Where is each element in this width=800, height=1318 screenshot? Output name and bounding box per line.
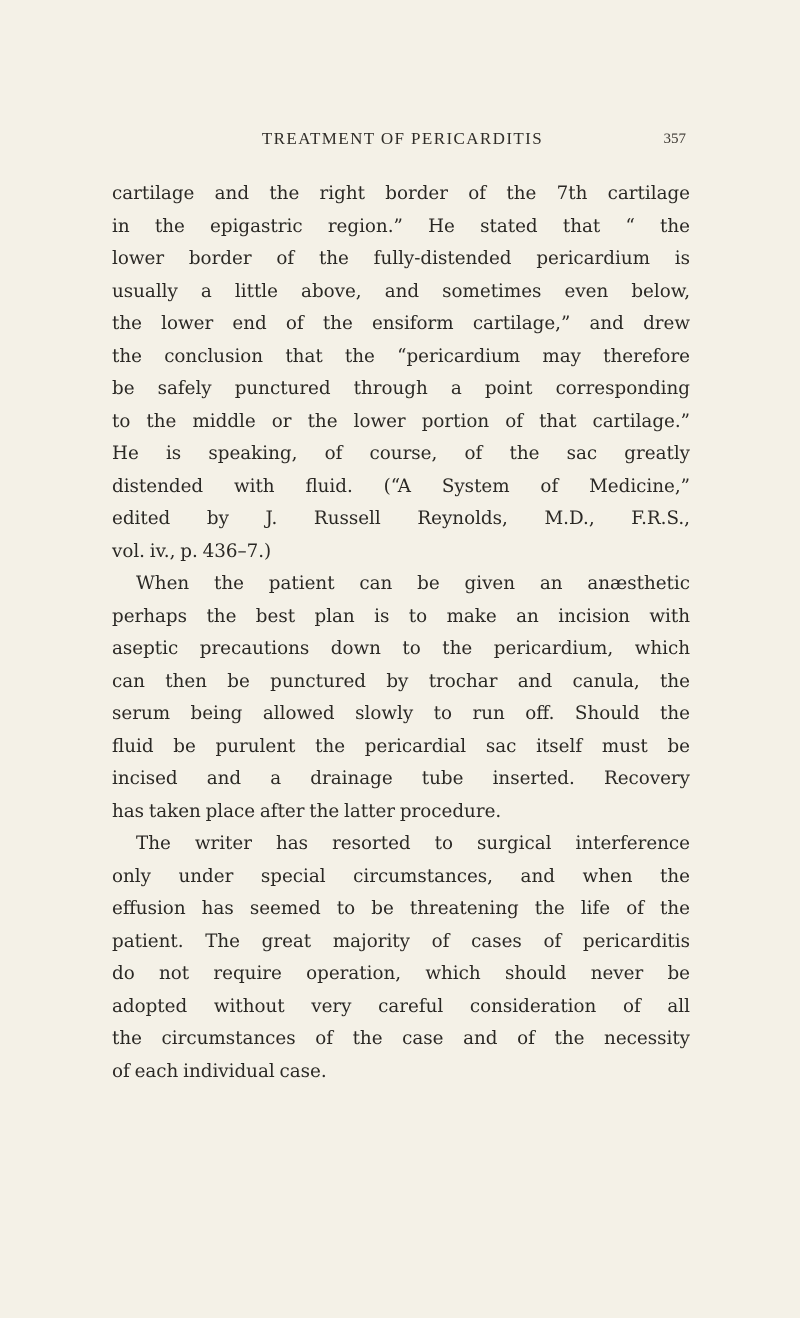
text-line: aseptic precautions down to the pericardium, which [112,638,690,659]
text-line: distended with fluid. (“A System of Medicine,” [112,475,690,497]
text-line: incised and a drainage tube inserted. Recovery [112,768,690,789]
text-line: patient. The great majority of cases of pericarditis [112,930,690,952]
text-line: the circumstances of the case and of the necessity [112,1028,690,1049]
text-line: adopted without very careful consideration of all [112,995,690,1017]
text-line: be safely punctured through a point corresponding [112,378,690,399]
text-line: of each individual case. [112,1060,327,1082]
text-line: fluid be purulent the pericardial sac itself must be [112,735,690,757]
text-line: the conclusion that the “pericardium may therefore [112,345,690,367]
text-line: effusion has seemed to be threatening the life of the [112,898,690,919]
text-line: to the middle or the lower portion of that cartilage.” [112,410,690,432]
text-line: edited by J. Russell Reynolds, M.D., F.R.S., [112,508,690,529]
text-line: usually a little above, and sometimes even below, [112,280,690,302]
text-line: He is speaking, of course, of the sac greatly [112,443,690,464]
text-line: The writer has resorted to surgical interference [136,833,690,854]
text-line: the lower end of the ensiform cartilage,” and drew [112,313,690,334]
text-line: do not require operation, which should never be [112,963,690,984]
text-line: vol. iv., p. 436–7.) [112,540,272,562]
text-line: only under special circumstances, and when the [112,865,690,887]
text-line: has taken place after the latter procedure. [112,800,502,822]
text-line: perhaps the best plan is to make an incision with [112,605,690,627]
running-title: TREATMENT OF PERICARDITIS [261,129,544,148]
text-line: lower border of the fully-distended pericardium is [112,248,690,269]
page-number: 357 [663,131,686,147]
text-line: can then be punctured by trochar and canula, the [112,670,690,692]
text-line: serum being allowed slowly to run off. Should the [112,703,690,724]
text-line: When the patient can be given an anæsthetic [136,573,690,594]
body-text [112,178,690,1088]
text-line: cartilage and the right border of the 7th cartilage [112,183,690,204]
running-head [0,128,800,150]
text-line: in the epigastric region.” He stated that “ the [112,215,690,237]
